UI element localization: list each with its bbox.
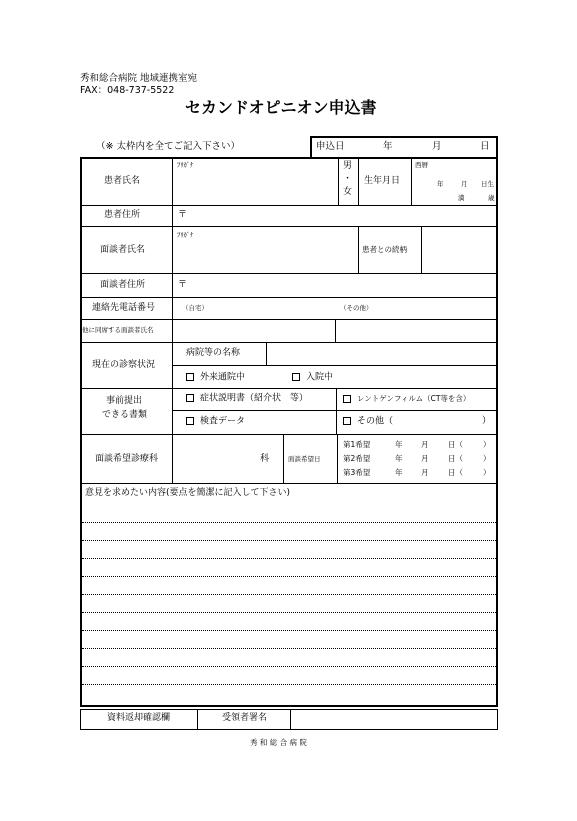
date-label: 面談希望日 [288, 455, 321, 463]
department-unit: 科 [260, 454, 270, 464]
apply-date-label: 申込日 [316, 141, 345, 152]
apply-date-month: 月 [432, 141, 442, 152]
page-title: セカンドオピニオン申込書 [185, 98, 377, 117]
doc-xray-label: レントゲンフィルム（CT等を含） [357, 394, 471, 403]
choice-3-day: 日（ [448, 468, 463, 477]
companion-label: 他に同席する面談者氏名 [82, 326, 154, 334]
outpatient-option[interactable] [186, 373, 245, 383]
choice-3-month: 月 [421, 468, 429, 477]
doc-other-label: その他（ [357, 416, 394, 427]
doc-exam-checkbox[interactable] [186, 417, 194, 425]
inpatient-checkbox[interactable] [292, 373, 300, 381]
apply-date-year: 年 [383, 141, 393, 152]
doc-exam-label: 検査データ [200, 416, 246, 427]
doc-xray-checkbox[interactable] [343, 395, 351, 403]
apply-date-day: 日 [480, 141, 490, 152]
relation-label: 患者との続柄 [362, 245, 407, 254]
age-unit: 歳 [488, 194, 495, 202]
sex-female[interactable]: 女 [343, 187, 353, 197]
patient-furigana-label: ﾌﾘｶﾞﾅ [177, 161, 194, 169]
choice-1-month: 月 [421, 440, 429, 449]
choice-1-day: 日（ [448, 440, 463, 449]
outpatient-checkbox[interactable] [186, 373, 194, 381]
inpatient-option[interactable] [292, 373, 333, 383]
interviewer-furigana-label: ﾌﾘｶﾞﾅ [177, 231, 194, 239]
inpatient-label: 入院中 [306, 372, 334, 383]
choice-1-year: 年 [395, 440, 403, 449]
phone-home-label: （自宅） [182, 304, 208, 312]
footer-hospital-name: 秀 和 総 合 病 院 [250, 738, 307, 747]
phone-other-label: （その他） [340, 304, 373, 312]
current-status-label: 現在の診察状況 [92, 360, 156, 370]
choice-1-close: ） [483, 440, 491, 449]
patient-address-label: 患者住所 [104, 210, 141, 220]
outpatient-label: 外来通院中 [200, 372, 246, 383]
doc-xray-option[interactable] [343, 395, 470, 403]
choice-2-year: 年 [395, 454, 403, 463]
doc-symptoms-label: 症状説明書（紹介状 等） [200, 393, 309, 404]
doc-other-option[interactable] [343, 417, 393, 427]
birth-month: 月 [461, 180, 468, 188]
sex-separator: ・ [343, 174, 353, 184]
documents-label-2: できる書類 [102, 410, 148, 420]
recipient: 秀和総合病院 地域連携室宛 [80, 73, 198, 84]
receiver-sign-label: 受領者署名 [222, 713, 268, 723]
choice-3-year: 年 [395, 468, 403, 477]
age-full: 満 [458, 194, 465, 202]
opinion-label: 意見を求めたい内容(要点を簡潔に記入して下さい) [85, 488, 291, 498]
interviewer-name-label: 面談者氏名 [100, 245, 146, 255]
doc-other-checkbox[interactable] [343, 417, 351, 425]
choice-1-label: 第1希望 [343, 440, 371, 449]
fax-number: FAX：048-737-5522 [80, 85, 175, 96]
phone-label: 連絡先電話番号 [92, 303, 156, 313]
patient-name-label: 患者氏名 [104, 176, 141, 186]
doc-symptoms-checkbox[interactable] [186, 394, 194, 402]
doc-exam-option[interactable] [186, 417, 245, 427]
return-check-label: 資料返却確認欄 [107, 713, 171, 723]
choice-2-close: ） [483, 454, 491, 463]
instruction-note: （※ 太枠内を全てご記入下さい） [96, 141, 240, 152]
documents-label-1: 事前提出 [106, 396, 143, 406]
choice-2-day: 日（ [448, 454, 463, 463]
choice-2-month: 月 [421, 454, 429, 463]
sex-male[interactable]: 男 [343, 161, 353, 171]
doc-symptoms-option[interactable] [186, 394, 308, 404]
choice-3-label: 第3希望 [343, 468, 371, 477]
doc-other-close: ） [482, 416, 492, 426]
birthdate-label: 生年月日 [364, 176, 401, 186]
interviewer-address-label: 面談者住所 [100, 280, 146, 290]
birth-year: 年 [437, 180, 444, 188]
choice-2-label: 第2希望 [343, 454, 371, 463]
choice-3-close: ） [483, 468, 491, 477]
hospital-name-label: 病院等の名称 [186, 348, 241, 358]
department-label: 面談希望診療科 [95, 454, 159, 464]
interviewer-postal-mark: 〒 [178, 280, 188, 290]
birth-day: 日生 [481, 180, 494, 188]
patient-postal-mark: 〒 [178, 210, 188, 220]
era-label: 西暦 [415, 161, 428, 169]
